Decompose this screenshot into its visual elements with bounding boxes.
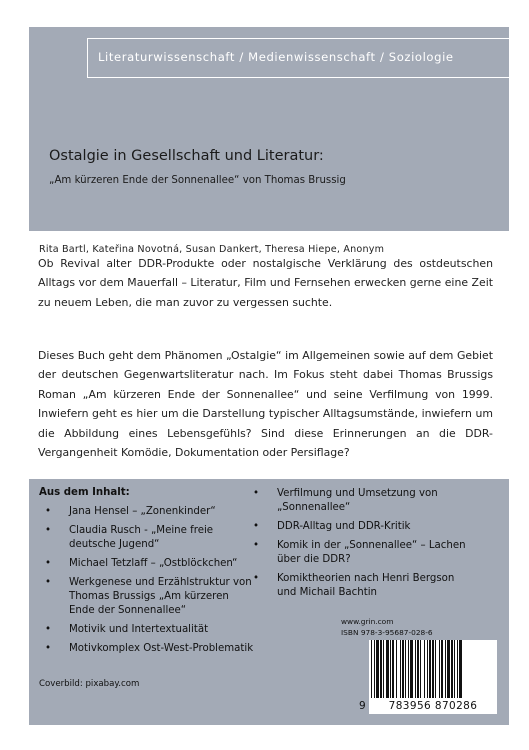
series-label: Literaturwissenschaft / Medienwissenschaft / Soziologie bbox=[98, 50, 454, 64]
list-item: • Michael Tetzlaff – „Ostblöckchen“ bbox=[39, 557, 254, 571]
barcode-bar bbox=[435, 640, 436, 698]
list-item: • Werkgenese und Erzählstruktur von Thomas Brussigs „Am kürzeren Ende der Sonnenallee“ bbox=[39, 576, 254, 618]
series-box bbox=[87, 38, 509, 78]
blurb-paragraph-1: Ob Revival alter DDR-Produkte oder nostalgische Verklärung des ostdeutschen Alltags vor dem Mauerfall – Literatur, Film und Fernsehen erwecken gerne eine Zeit zu neuem Leben, die man zuvor zu vergessen suchte. bbox=[38, 257, 493, 309]
list-item: • Verfilmung und Umsetzung von „Sonnenallee“ bbox=[247, 487, 467, 515]
barcode-bar bbox=[457, 640, 458, 698]
book-title: Ostalgie in Gesellschaft und Literatur: bbox=[49, 148, 324, 164]
authors-line: Rita Bartl, Kateřina Novotná, Susan Dankert, Theresa Hiepe, Anonym bbox=[39, 244, 385, 255]
isbn-barcode bbox=[359, 640, 497, 714]
isbn-label: ISBN 978-3-95687-028-6 bbox=[341, 628, 433, 637]
barcode-bar bbox=[405, 640, 406, 698]
barcode-lead-digit: 9 bbox=[359, 700, 366, 712]
barcode-bar bbox=[424, 640, 425, 698]
barcode-number: 783956 870286 bbox=[388, 700, 478, 712]
blurb-paragraph-2: Dieses Buch geht dem Phänomen „Ostalgie“ im Allgemeinen sowie auf dem Gebiet der deutschen Gegenwartsliteratur nach. Im Fokus steht dabei Thomas Brussigs Roman „Am kürzeren Ende der Sonnenallee“ und seine Verfilmung von 1999. Inwiefern geht es hier um die Darstellung typischer Alltagsumstände, inwiefern um die Abbildung eines Lebensgefühls? Sind diese Erinnerungen an die DDR-Vergangenheit Komödie, Dokumentation oder Persiflage? bbox=[38, 349, 493, 460]
barcode-bar bbox=[410, 640, 413, 698]
barcode-bar bbox=[383, 640, 384, 698]
list-item: • Komik in der „Sonnenallee“ – Lachen über die DDR? bbox=[247, 539, 467, 567]
barcode-bar bbox=[432, 640, 434, 698]
book-subtitle: „Am kürzeren Ende der Sonnenallee“ von Thomas Brussig bbox=[49, 175, 346, 186]
barcode-bar bbox=[429, 640, 431, 698]
cover-credit: Coverbild: pixabay.com bbox=[39, 679, 140, 689]
publisher-url: www.grin.com bbox=[341, 617, 394, 626]
barcode-bar bbox=[459, 640, 462, 698]
barcode-bar bbox=[420, 640, 421, 698]
barcode-bar bbox=[396, 640, 397, 698]
barcode-bar bbox=[374, 640, 375, 698]
list-item: • Motivkomplex Ost-West-Problematik bbox=[39, 642, 254, 656]
barcode-bar bbox=[386, 640, 389, 698]
header-band bbox=[29, 27, 509, 231]
barcode-bar bbox=[454, 640, 455, 698]
list-item: • Komiktheorien nach Henri Bergson und Michail Bachtin bbox=[247, 572, 467, 600]
list-item: • Claudia Rusch - „Meine freie deutsche Jugend“ bbox=[39, 524, 254, 552]
list-item: • Jana Hensel – „Zonenkinder“ bbox=[39, 505, 254, 519]
barcode-bar bbox=[400, 640, 401, 698]
barcode-bar bbox=[445, 640, 446, 698]
barcode-bar bbox=[439, 640, 440, 698]
barcode-bar bbox=[392, 640, 394, 698]
list-item: • Motivik und Intertextualität bbox=[39, 623, 254, 637]
contents-list-left bbox=[39, 505, 254, 661]
barcode-bar bbox=[390, 640, 391, 698]
barcode-bar bbox=[371, 640, 372, 698]
contents-heading: Aus dem Inhalt: bbox=[39, 487, 130, 498]
barcode-bar bbox=[441, 640, 443, 698]
barcode-bar bbox=[451, 640, 453, 698]
barcode-bar bbox=[402, 640, 404, 698]
barcode-bar bbox=[408, 640, 409, 698]
barcode-bar bbox=[427, 640, 428, 698]
barcode-bar bbox=[447, 640, 450, 698]
barcode-bars bbox=[369, 640, 497, 698]
list-item: • DDR-Alltag und DDR-Kritik bbox=[247, 520, 467, 534]
contents-list-right bbox=[247, 487, 467, 605]
barcode-bar bbox=[376, 640, 379, 698]
barcode-bar bbox=[415, 640, 416, 698]
barcode-bar bbox=[380, 640, 382, 698]
barcode-bar bbox=[417, 640, 419, 698]
